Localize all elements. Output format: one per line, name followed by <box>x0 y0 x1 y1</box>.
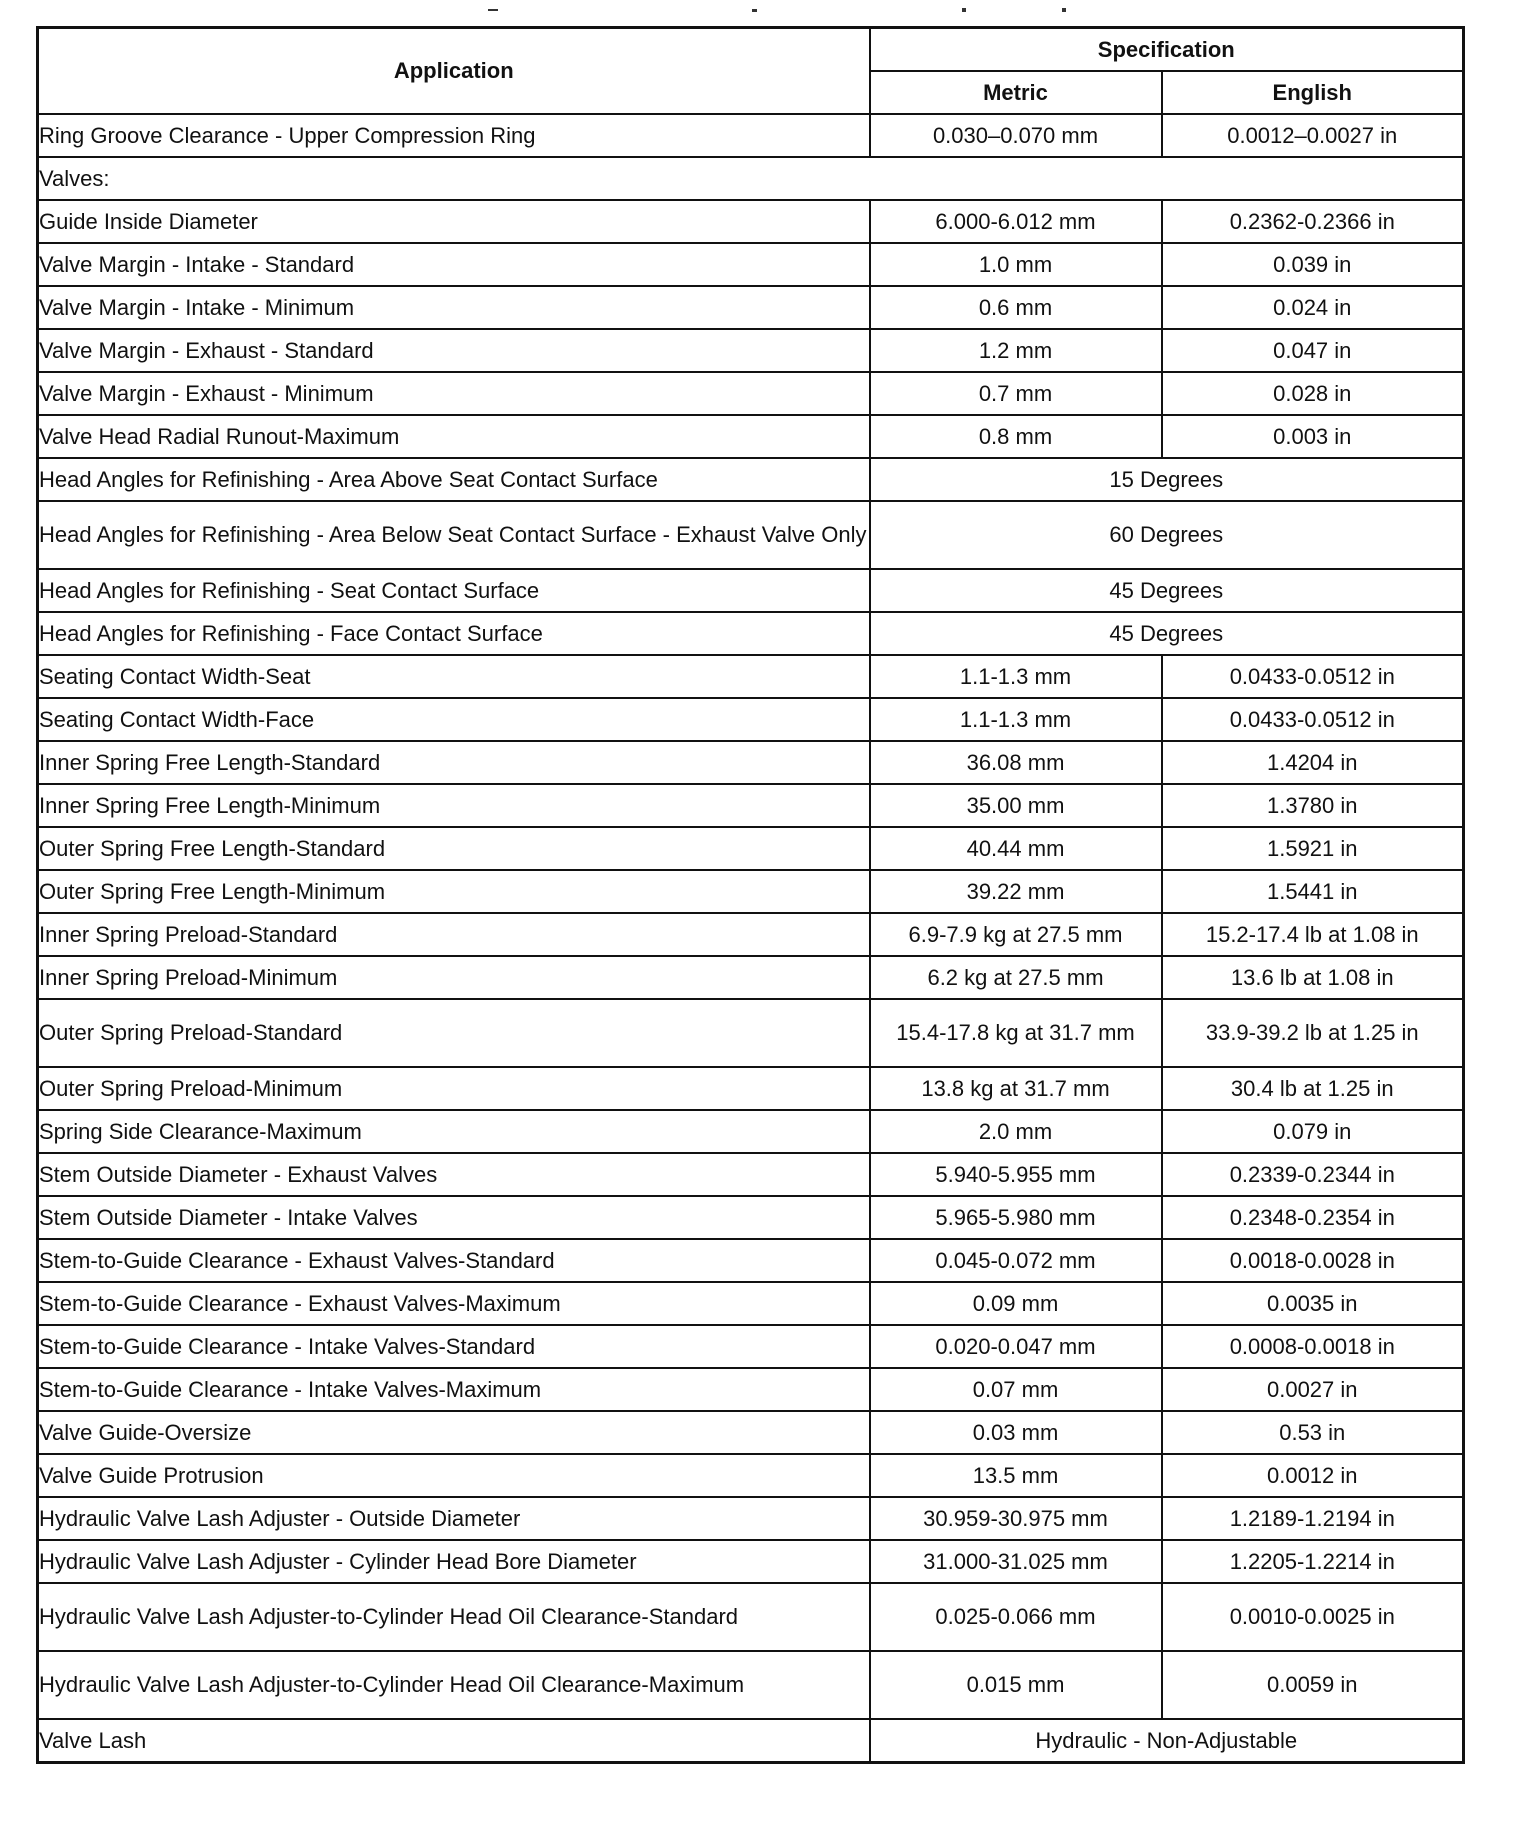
metric-cell: 0.015 mm <box>870 1651 1162 1719</box>
table-row <box>38 114 1464 157</box>
metric-cell: 0.030–0.070 mm <box>870 114 1162 157</box>
english-cell: 1.2189-1.2194 in <box>1162 1497 1464 1540</box>
english-cell: 1.5441 in <box>1162 870 1464 913</box>
metric-cell: 31.000-31.025 mm <box>870 1540 1162 1583</box>
application-cell: Outer Spring Preload-Standard <box>38 999 870 1067</box>
english-cell: 15.2-17.4 lb at 1.08 in <box>1162 913 1464 956</box>
application-cell: Inner Spring Preload-Minimum <box>38 956 870 999</box>
table-body <box>38 114 1464 1763</box>
english-header: English <box>1162 71 1464 114</box>
metric-cell: 6.2 kg at 27.5 mm <box>870 956 1162 999</box>
english-cell: 0.0010-0.0025 in <box>1162 1583 1464 1651</box>
metric-cell: 2.0 mm <box>870 1110 1162 1153</box>
table-row <box>38 1368 1464 1411</box>
application-cell: Valve Lash <box>38 1719 870 1763</box>
english-cell: 0.0059 in <box>1162 1651 1464 1719</box>
metric-cell: 13.8 kg at 31.7 mm <box>870 1067 1162 1110</box>
application-cell: Inner Spring Free Length-Minimum <box>38 784 870 827</box>
application-cell: Inner Spring Free Length-Standard <box>38 741 870 784</box>
table-row <box>38 200 1464 243</box>
table-row <box>38 612 1464 655</box>
table-row <box>38 329 1464 372</box>
table-row <box>38 1411 1464 1454</box>
english-cell: 13.6 lb at 1.08 in <box>1162 956 1464 999</box>
application-cell: Valve Margin - Intake - Minimum <box>38 286 870 329</box>
english-cell: 0.039 in <box>1162 243 1464 286</box>
table-row <box>38 569 1464 612</box>
metric-cell: 0.8 mm <box>870 415 1162 458</box>
table-row <box>38 372 1464 415</box>
application-cell: Valve Margin - Intake - Standard <box>38 243 870 286</box>
metric-cell: 0.07 mm <box>870 1368 1162 1411</box>
english-cell: 0.0035 in <box>1162 1282 1464 1325</box>
table-row <box>38 415 1464 458</box>
metric-cell: 39.22 mm <box>870 870 1162 913</box>
metric-cell: 5.965-5.980 mm <box>870 1196 1162 1239</box>
merged-value-cell: 15 Degrees <box>870 458 1464 501</box>
application-cell: Valve Margin - Exhaust - Standard <box>38 329 870 372</box>
metric-cell: 0.020-0.047 mm <box>870 1325 1162 1368</box>
application-cell: Seating Contact Width-Face <box>38 698 870 741</box>
application-cell: Head Angles for Refinishing - Area Below Seat Contact Surface - Exhaust Valve Only <box>38 501 870 569</box>
english-cell: 1.4204 in <box>1162 741 1464 784</box>
english-cell: 0.024 in <box>1162 286 1464 329</box>
english-cell: 0.0008-0.0018 in <box>1162 1325 1464 1368</box>
metric-cell: 35.00 mm <box>870 784 1162 827</box>
table-row <box>38 501 1464 569</box>
metric-cell: 0.09 mm <box>870 1282 1162 1325</box>
table-row <box>38 956 1464 999</box>
specification-header: Specification <box>870 28 1464 72</box>
application-cell: Stem Outside Diameter - Intake Valves <box>38 1196 870 1239</box>
metric-cell: 0.025-0.066 mm <box>870 1583 1162 1651</box>
scan-artifact-marks <box>0 2 1520 20</box>
english-cell: 0.003 in <box>1162 415 1464 458</box>
english-cell: 0.0012–0.0027 in <box>1162 114 1464 157</box>
metric-header: Metric <box>870 71 1162 114</box>
application-cell: Head Angles for Refinishing - Area Above Seat Contact Surface <box>38 458 870 501</box>
metric-cell: 30.959-30.975 mm <box>870 1497 1162 1540</box>
application-cell: Stem Outside Diameter - Exhaust Valves <box>38 1153 870 1196</box>
application-cell: Hydraulic Valve Lash Adjuster-to-Cylinder Head Oil Clearance-Maximum <box>38 1651 870 1719</box>
application-cell: Valve Guide-Oversize <box>38 1411 870 1454</box>
application-cell: Outer Spring Preload-Minimum <box>38 1067 870 1110</box>
table-row <box>38 827 1464 870</box>
english-cell: 1.2205-1.2214 in <box>1162 1540 1464 1583</box>
table-row <box>38 1239 1464 1282</box>
metric-cell: 0.6 mm <box>870 286 1162 329</box>
header-row <box>38 28 1464 72</box>
table-row <box>38 243 1464 286</box>
english-cell: 1.3780 in <box>1162 784 1464 827</box>
english-cell: 0.079 in <box>1162 1110 1464 1153</box>
metric-cell: 1.0 mm <box>870 243 1162 286</box>
application-cell: Valve Margin - Exhaust - Minimum <box>38 372 870 415</box>
application-header: Application <box>38 28 870 115</box>
table-row <box>38 741 1464 784</box>
metric-cell: 15.4-17.8 kg at 31.7 mm <box>870 999 1162 1067</box>
table-row <box>38 1196 1464 1239</box>
specification-table <box>36 26 1465 1764</box>
english-cell: 33.9-39.2 lb at 1.25 in <box>1162 999 1464 1067</box>
english-cell: 0.0012 in <box>1162 1454 1464 1497</box>
section-label: Valves: <box>38 157 1464 200</box>
application-cell: Outer Spring Free Length-Minimum <box>38 870 870 913</box>
table-row <box>38 1282 1464 1325</box>
metric-cell: 0.7 mm <box>870 372 1162 415</box>
table-row <box>38 1497 1464 1540</box>
application-cell: Inner Spring Preload-Standard <box>38 913 870 956</box>
merged-value-cell: 60 Degrees <box>870 501 1464 569</box>
english-cell: 0.028 in <box>1162 372 1464 415</box>
application-cell: Stem-to-Guide Clearance - Intake Valves-Maximum <box>38 1368 870 1411</box>
metric-cell: 6.9-7.9 kg at 27.5 mm <box>870 913 1162 956</box>
english-cell: 0.2339-0.2344 in <box>1162 1153 1464 1196</box>
metric-cell: 0.045-0.072 mm <box>870 1239 1162 1282</box>
application-cell: Guide Inside Diameter <box>38 200 870 243</box>
english-cell: 0.2348-0.2354 in <box>1162 1196 1464 1239</box>
table-row <box>38 784 1464 827</box>
application-cell: Head Angles for Refinishing - Seat Contact Surface <box>38 569 870 612</box>
metric-cell: 36.08 mm <box>870 741 1162 784</box>
table-row <box>38 286 1464 329</box>
metric-cell: 1.1-1.3 mm <box>870 698 1162 741</box>
english-cell: 0.0027 in <box>1162 1368 1464 1411</box>
metric-cell: 0.03 mm <box>870 1411 1162 1454</box>
application-cell: Hydraulic Valve Lash Adjuster - Outside Diameter <box>38 1497 870 1540</box>
application-cell: Hydraulic Valve Lash Adjuster - Cylinder Head Bore Diameter <box>38 1540 870 1583</box>
table-row <box>38 458 1464 501</box>
table-row <box>38 1583 1464 1651</box>
application-cell: Head Angles for Refinishing - Face Contact Surface <box>38 612 870 655</box>
table-row <box>38 1325 1464 1368</box>
english-cell: 0.047 in <box>1162 329 1464 372</box>
application-cell: Stem-to-Guide Clearance - Exhaust Valves-Maximum <box>38 1282 870 1325</box>
application-cell: Stem-to-Guide Clearance - Exhaust Valves-Standard <box>38 1239 870 1282</box>
merged-value-cell: 45 Degrees <box>870 612 1464 655</box>
english-cell: 0.0433-0.0512 in <box>1162 698 1464 741</box>
metric-cell: 6.000-6.012 mm <box>870 200 1162 243</box>
table-row <box>38 870 1464 913</box>
table-row <box>38 913 1464 956</box>
application-cell: Valve Head Radial Runout-Maximum <box>38 415 870 458</box>
application-cell: Valve Guide Protrusion <box>38 1454 870 1497</box>
merged-value-cell: Hydraulic - Non-Adjustable <box>870 1719 1464 1763</box>
table-row <box>38 1153 1464 1196</box>
table-row <box>38 1651 1464 1719</box>
english-cell: 0.0433-0.0512 in <box>1162 655 1464 698</box>
english-cell: 1.5921 in <box>1162 827 1464 870</box>
application-cell: Hydraulic Valve Lash Adjuster-to-Cylinder Head Oil Clearance-Standard <box>38 1583 870 1651</box>
application-cell: Spring Side Clearance-Maximum <box>38 1110 870 1153</box>
table-row <box>38 157 1464 200</box>
metric-cell: 5.940-5.955 mm <box>870 1153 1162 1196</box>
english-cell: 0.2362-0.2366 in <box>1162 200 1464 243</box>
metric-cell: 40.44 mm <box>870 827 1162 870</box>
merged-value-cell: 45 Degrees <box>870 569 1464 612</box>
table-row <box>38 1110 1464 1153</box>
metric-cell: 13.5 mm <box>870 1454 1162 1497</box>
application-cell: Stem-to-Guide Clearance - Intake Valves-Standard <box>38 1325 870 1368</box>
table-row <box>38 655 1464 698</box>
english-cell: 0.0018-0.0028 in <box>1162 1239 1464 1282</box>
table-row <box>38 1540 1464 1583</box>
english-cell: 30.4 lb at 1.25 in <box>1162 1067 1464 1110</box>
table-row <box>38 1719 1464 1763</box>
application-cell: Outer Spring Free Length-Standard <box>38 827 870 870</box>
table-row <box>38 698 1464 741</box>
application-cell: Seating Contact Width-Seat <box>38 655 870 698</box>
table-row <box>38 1067 1464 1110</box>
table-row <box>38 999 1464 1067</box>
metric-cell: 1.1-1.3 mm <box>870 655 1162 698</box>
english-cell: 0.53 in <box>1162 1411 1464 1454</box>
application-cell: Ring Groove Clearance - Upper Compression Ring <box>38 114 870 157</box>
table-row <box>38 1454 1464 1497</box>
metric-cell: 1.2 mm <box>870 329 1162 372</box>
